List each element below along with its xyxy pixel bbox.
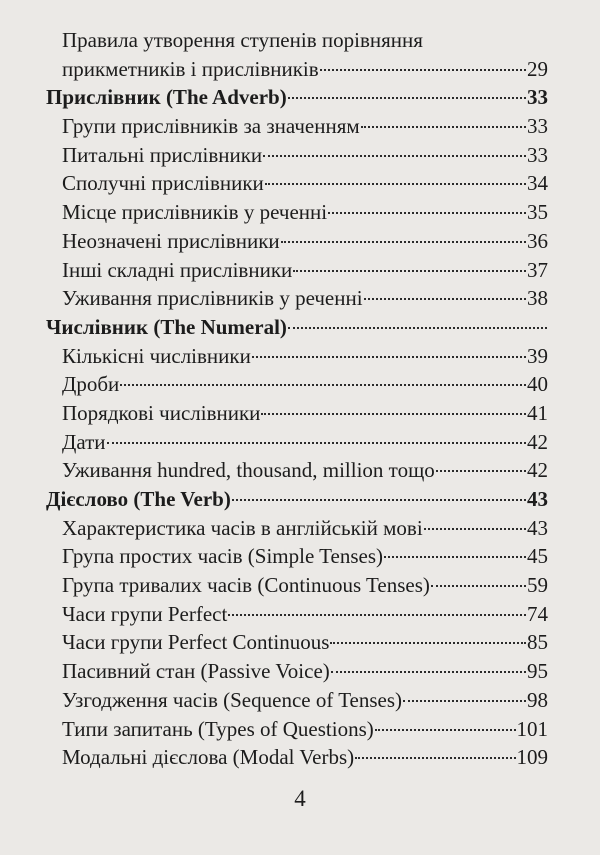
- toc-page-number: 35: [527, 200, 548, 225]
- toc-entry: [46, 112, 548, 141]
- dot-leader: [288, 97, 526, 99]
- toc-entry: [46, 571, 548, 600]
- dot-leader: [361, 126, 526, 128]
- toc-entry-title: Дроби: [62, 372, 120, 397]
- toc-entry-title: Модальні дієслова (Modal Verbs): [62, 745, 355, 770]
- toc-entry-title: прикметників і прислівників: [62, 56, 319, 81]
- toc-entry-title: Дієслово (The Verb): [46, 487, 231, 511]
- toc-page-number: 43: [527, 515, 548, 540]
- toc-entry: [46, 428, 548, 457]
- dot-leader: [261, 413, 526, 415]
- toc-entry: [46, 542, 548, 571]
- toc-entry-title: Порядкові числівники: [62, 400, 261, 425]
- toc-entry-title: Група тривалих часів (Continuous Tenses): [62, 573, 430, 598]
- toc-entry-title: Уживання hundred, thousand, million тощо: [62, 458, 435, 483]
- toc-page-number: 74: [527, 601, 548, 626]
- dot-leader: [263, 155, 526, 157]
- toc-entry: [46, 198, 548, 227]
- toc-entry: [46, 743, 548, 772]
- dot-leader: [436, 470, 526, 472]
- toc-page-number: 33: [527, 85, 548, 110]
- dot-leader: [265, 183, 526, 185]
- toc-entry: [46, 456, 548, 485]
- toc-page-number: 101: [516, 716, 548, 741]
- page-number: 4: [294, 786, 306, 811]
- toc-page-number: 33: [527, 114, 548, 139]
- dot-leader: [375, 729, 516, 731]
- toc-entry: [46, 399, 548, 428]
- toc-page-number: 40: [527, 372, 548, 397]
- toc-page-number: 41: [527, 400, 548, 425]
- toc-page-number: 43: [527, 487, 548, 511]
- toc-entry-title: Характеристика часів в англійській мові: [62, 515, 423, 540]
- toc-page-number: 42: [527, 429, 548, 454]
- toc-section-heading: [46, 83, 548, 112]
- toc-entry-title: Прислівник (The Adverb): [46, 85, 287, 110]
- toc-entry: [46, 686, 548, 715]
- dot-leader: [431, 585, 526, 587]
- toc-entry-title: Уживання прислівників у реченні: [62, 286, 363, 311]
- toc-page-number: 37: [527, 257, 548, 282]
- toc-entry: [46, 600, 548, 629]
- dot-leader: [384, 556, 526, 558]
- toc-page-number: 33: [527, 142, 548, 167]
- toc-entry-title: Пасивний стан (Passive Voice): [62, 659, 330, 684]
- toc-page-number: 38: [527, 286, 548, 311]
- toc-entry-title: Правила утворення ступенів порівняння: [62, 28, 423, 52]
- dot-leader: [281, 241, 526, 243]
- dot-leader: [424, 528, 526, 530]
- toc-entry-title: Часи групи Perfect: [62, 601, 228, 626]
- dot-leader: [252, 356, 526, 358]
- dot-leader: [293, 270, 526, 272]
- toc-entry: [46, 256, 548, 285]
- dot-leader: [120, 384, 526, 386]
- toc-entry-title: Сполучні прислівники: [62, 171, 264, 196]
- toc-entry: [46, 141, 548, 170]
- dot-leader: [328, 212, 526, 214]
- toc-page-number: 34: [527, 171, 548, 196]
- toc-entry-title: Часи групи Perfect Continuous: [62, 630, 330, 655]
- toc-page-number: 36: [527, 228, 548, 253]
- table-of-contents: [46, 26, 548, 772]
- toc-entry-title: Неозначені прислівники: [62, 228, 280, 253]
- toc-entry: [46, 227, 548, 256]
- toc-page-number: 45: [527, 544, 548, 569]
- dot-leader: [355, 757, 515, 759]
- toc-entry: [46, 26, 548, 55]
- toc-entry: [46, 169, 548, 198]
- toc-page-number: 95: [527, 659, 548, 684]
- toc-entry: [46, 715, 548, 744]
- toc-entry: [46, 55, 548, 84]
- toc-section-heading: [46, 313, 548, 342]
- dot-leader: [330, 642, 526, 644]
- toc-page-number: 39: [527, 343, 548, 368]
- toc-entry-title: Кількісні числівники: [62, 343, 251, 368]
- toc-entry: [46, 657, 548, 686]
- toc-entry: [46, 370, 548, 399]
- dot-leader: [403, 700, 526, 702]
- toc-entry: [46, 628, 548, 657]
- toc-page-number: 85: [527, 630, 548, 655]
- toc-page-number: 42: [527, 458, 548, 483]
- toc-entry-title: Узгодження часів (Sequence of Tenses): [62, 687, 403, 712]
- toc-entry-title: Інші складні прислівники: [62, 257, 293, 282]
- dot-leader: [331, 671, 526, 673]
- toc-entry-title: Група простих часів (Simple Tenses): [62, 544, 384, 569]
- toc-entry-title: Числівник (The Numeral): [46, 314, 287, 339]
- toc-entry: [46, 514, 548, 543]
- toc-page-number: 109: [516, 745, 548, 770]
- toc-page-number: 98: [527, 687, 548, 712]
- toc-entry-title: Групи прислівників за значенням: [62, 114, 360, 139]
- dot-leader: [232, 499, 526, 501]
- dot-leader: [320, 69, 526, 71]
- toc-entry-title: Місце прислівників у реченні: [62, 200, 328, 225]
- dot-leader: [228, 614, 526, 616]
- dot-leader: [107, 442, 526, 444]
- toc-section-heading: [46, 485, 548, 514]
- toc-page-number: 59: [527, 573, 548, 598]
- toc-entry-title: Типи запитань (Types of Questions): [62, 716, 374, 741]
- toc-entry: [46, 284, 548, 313]
- dot-leader: [288, 327, 547, 329]
- toc-entry-title: Дати: [62, 429, 106, 454]
- toc-page-number: 29: [527, 56, 548, 81]
- toc-entry-title: Питальні прислівники: [62, 142, 263, 167]
- toc-entry: [46, 342, 548, 371]
- dot-leader: [364, 298, 526, 300]
